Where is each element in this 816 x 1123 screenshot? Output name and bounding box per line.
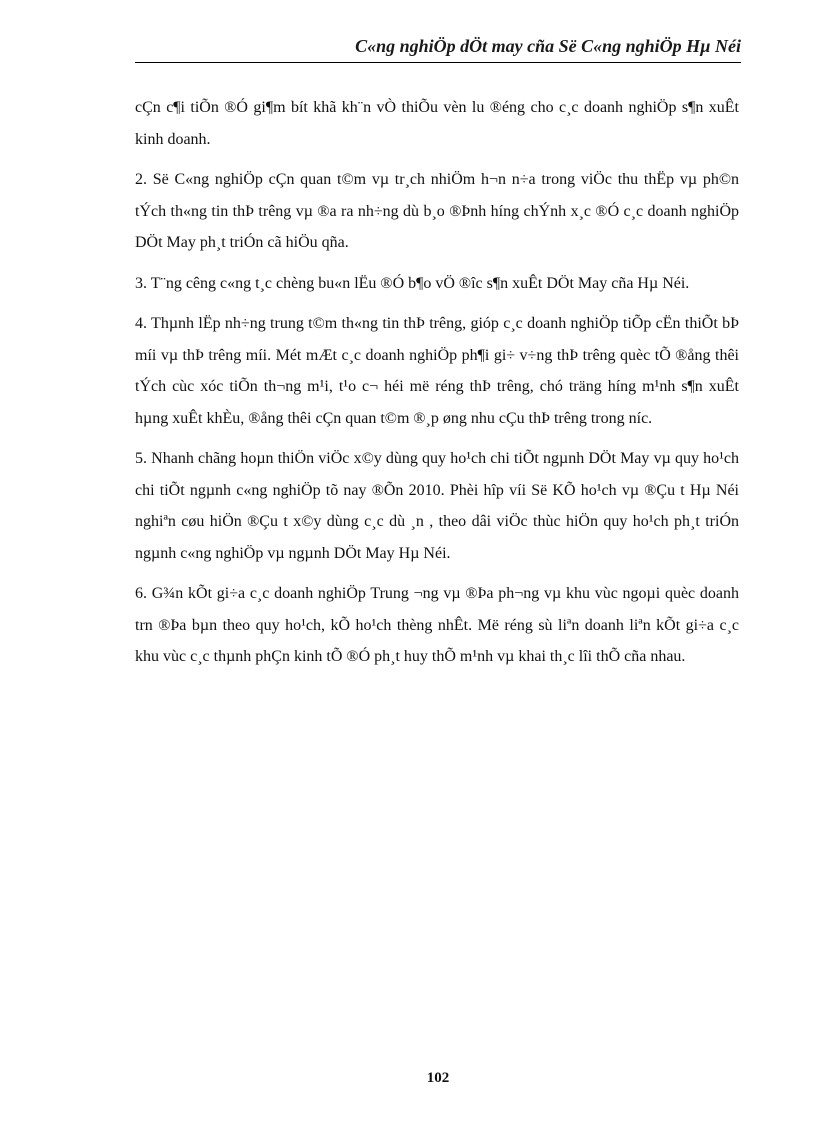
paragraph-item-2: 2. Së C«ng nghiÖp cÇn quan t©m vµ tr¸ch nhiÖm h¬n n÷a trong viÖc thu thËp vµ ph©n tÝch th«ng tin thÞ trêng vµ ®a ra nh÷ng dù b¸o ®Þnh híng chÝnh x¸c ®Ó c¸c doanh nghiÖp DÖt May ph¸t triÓn cã hiÖu qña. [135, 171, 739, 251]
paragraph-item-5: 5. Nhanh chãng hoµn thiÖn viÖc x©y dùng quy ho¹ch chi tiÕt ngµnh DÖt May vµ quy ho¹ch chi tiÕt ngµnh c«ng nghiÖp tõ nay ®Õn 2010. Phèi hîp víi Së KÕ ho¹ch vµ ®Çu t Hµ Néi nghiªn cøu hiÖn ®Çu t x©y dùng c¸c dù ¸n , theo dâi viÖc thùc hiÖn quy ho¹ch ph¸t triÓn ngµnh c«ng nghiÖp vµ ngµnh DÖt May Hµ Néi. [135, 450, 739, 562]
running-header: C«ng nghiÖp dÖt may cña Së C«ng nghiÖp Hµ Néi [355, 36, 741, 56]
page-number: 102 [426, 1070, 450, 1086]
header-rule [135, 62, 741, 63]
paragraph-continuation: cÇn c¶i tiÕn ®Ó gi¶m bít khã kh¨n vÒ thiÕu vèn lu ®éng cho c¸c doanh nghiÖp s¶n xuÊt kinh doanh. [135, 99, 739, 148]
paragraph-item-4: 4. Thµnh lËp nh÷ng trung t©m th«ng tin thÞ trêng, gióp c¸c doanh nghiÖp tiÕp cËn thiÕt bÞ míi vµ thÞ trêng míi. Mét mÆt c¸c doanh nghiÖp ph¶i gi÷ v÷ng thÞ trêng quèc tÕ ®ång thêi tÝch cùc xóc tiÕn th¬ng m¹i, t¹o c¬ héi më réng thÞ trêng, chó träng híng m¹nh s¶n xuÊt hµng xuÊt khÈu, ®ång thêi cÇn quan t©m ®¸p øng nhu cÇu thÞ trêng trong níc. [135, 315, 739, 427]
paragraph-item-6: 6. G¾n kÕt gi÷a c¸c doanh nghiÖp Trung ¬ng vµ ®Þa ph¬ng vµ khu vùc ngoµi quèc doanh trn ®Þa bµn theo quy ho¹ch, kÕ ho¹ch thèng nhÊt. Më réng sù liªn doanh liªn kÕt gi÷a c¸c khu vùc c¸c thµnh phÇn kinh tÕ ®Ó ph¸t huy thÕ m¹nh vµ khai th¸c lîi thÕ cña nhau. [135, 585, 739, 665]
paragraph-item-3: 3. T¨ng cêng c«ng t¸c chèng bu«n lËu ®Ó b¶o vÖ ®îc s¶n xuÊt DÖt May cña Hµ Néi. [135, 274, 690, 292]
body-text [135, 92, 739, 682]
